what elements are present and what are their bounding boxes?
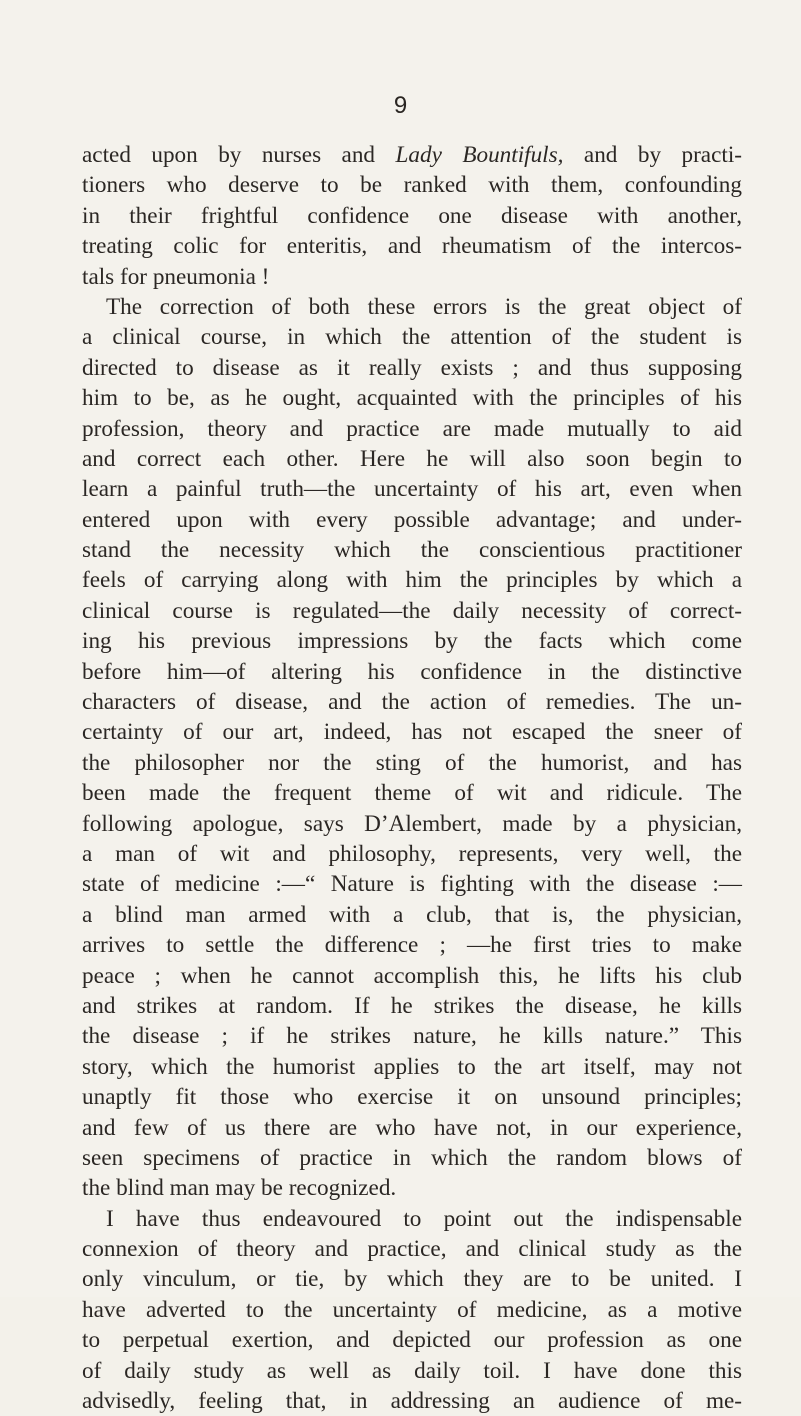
text-line: and strikes at random. If he strikes the disease, he kills — [82, 992, 742, 1019]
text-line: I have thus endeavoured to point out the indispensable — [106, 1205, 742, 1232]
text-line: directed to disease as it really exists ; and thus supposing — [82, 354, 742, 381]
text-line: been made the frequent theme of wit and ridicule. The — [82, 780, 742, 807]
page-number: 9 — [393, 92, 408, 119]
text-line: advisedly, feeling that, in addressing an audience of me- — [82, 1388, 742, 1415]
text-line: unaptly fit those who exercise it on unsound principles; — [82, 1084, 742, 1111]
text-line: entered upon with every possible advantage; and under- — [82, 506, 742, 533]
text-line: following apologue, says D’Alembert, made by a physician, — [82, 810, 742, 837]
text-line — [82, 140, 742, 170]
text-line: peace ; when he cannot accomplish this, he lifts his club — [82, 962, 742, 989]
text-line: The correction of both these errors is the great object of — [106, 293, 742, 320]
text-line: tioners who deserve to be ranked with them, confounding — [82, 172, 742, 199]
text-line: the disease ; if he strikes nature, he kills nature.” This — [82, 1023, 742, 1050]
text-line: the blind man may be recognized. — [82, 1175, 397, 1202]
text-line: to perpetual exertion, and depicted our profession as one — [82, 1327, 742, 1354]
text-line: stand the necessity which the conscientious practitioner — [82, 537, 742, 564]
text-line: seen specimens of practice in which the random blows of — [82, 1144, 742, 1171]
text-line: certainty of our art, indeed, has not escaped the sneer of — [82, 719, 742, 746]
text-line: have adverted to the uncertainty of medicine, as a motive — [82, 1296, 742, 1323]
text-line: learn a painful truth—the uncertainty of his art, even when — [82, 476, 742, 503]
text-line: state of medicine :—“ Nature is fighting with the disease :— — [82, 871, 742, 898]
text-span: and by practi- — [563, 142, 742, 168]
text-line: of daily study as well as daily toil. I have done this — [82, 1357, 742, 1384]
text-line: only vinculum, or tie, by which they are to be united. I — [82, 1266, 742, 1293]
text-line: before him—of altering his confidence in the distinctive — [82, 658, 742, 685]
text-line: profession, theory and practice are made mutually to aid — [82, 415, 742, 442]
text-line: feels of carrying along with him the principles by which a — [82, 567, 742, 594]
text-line: clinical course is regulated—the daily necessity of correct- — [82, 597, 742, 624]
text-line: him to be, as he ought, acquainted with the principles of his — [82, 385, 742, 412]
text-span: acted upon by nurses and — [82, 142, 396, 168]
text-line: treating colic for enteritis, and rheumatism of the intercos- — [82, 233, 742, 260]
text-line: tals for pneumonia ! — [82, 263, 270, 290]
text-line: in their frightful confidence one disease with another, — [82, 202, 742, 229]
text-line: story, which the humorist applies to the art itself, may not — [82, 1053, 742, 1080]
text-line: and few of us there are who have not, in our experience, — [82, 1114, 742, 1141]
text-line: ing his previous impressions by the facts which come — [82, 628, 742, 655]
text-line: a clinical course, in which the attention of the student is — [82, 324, 742, 351]
text-line: arrives to settle the difference ; —he first tries to make — [82, 932, 742, 959]
text-line: connexion of theory and practice, and clinical study as the — [82, 1236, 742, 1263]
text-line: the philosopher nor the sting of the humorist, and has — [82, 749, 742, 776]
italic-title: Lady Bountifuls, — [395, 142, 564, 168]
text-line: a blind man armed with a club, that is, the physician, — [82, 901, 742, 928]
text-line: characters of disease, and the action of remedies. The un- — [82, 689, 742, 716]
text-line: a man of wit and philosophy, represents, very well, the — [82, 840, 742, 867]
body-text — [82, 140, 742, 1416]
text-line: and correct each other. Here he will also soon begin to — [82, 445, 742, 472]
